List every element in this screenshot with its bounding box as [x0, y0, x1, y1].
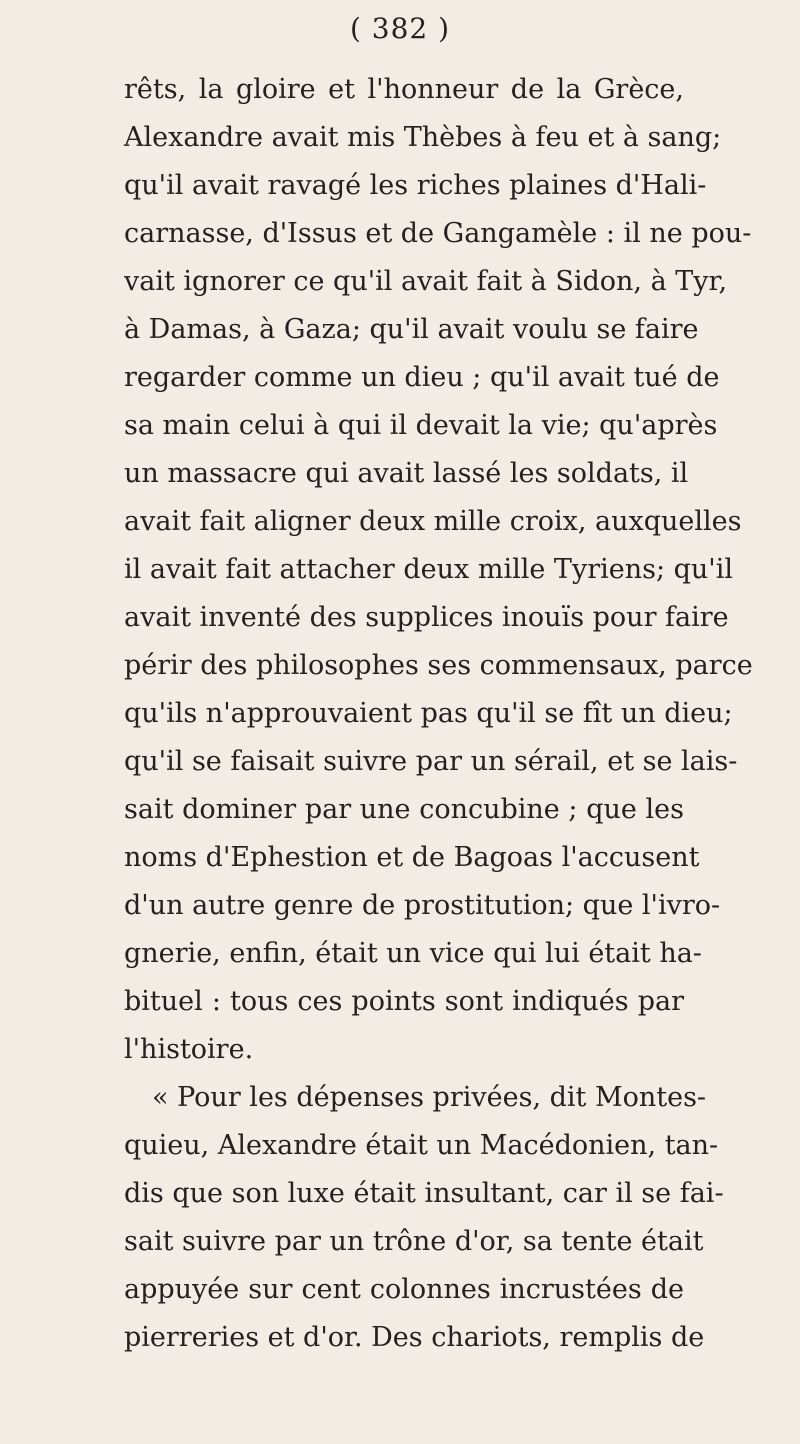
text-line: il avait fait attacher deux mille Tyriens; qu'il [124, 554, 734, 585]
text-line: regarder comme un dieu ; qu'il avait tué de [124, 362, 720, 393]
text-line: à Damas, à Gaza; qu'il avait voulu se faire [124, 314, 699, 345]
paragraph-start-line: « Pour les dépenses privées, dit Montes- [152, 1082, 707, 1113]
text-line: noms d'Ephestion et de Bagoas l'accusent [124, 842, 700, 873]
page-number: ( 382 ) [349, 12, 451, 45]
text-line: qu'il se faisait suivre par un sérail, et se lais- [124, 746, 738, 777]
text-line: qu'il avait ravagé les riches plaines d'Hali- [124, 170, 707, 201]
body-text [124, 66, 753, 1362]
paragraph-end-line: l'histoire. [124, 1034, 254, 1065]
text-line: périr des philosophes ses commensaux, parce [124, 650, 753, 681]
text-line: d'un autre genre de prostitution; que l'ivro- [124, 890, 721, 921]
text-line: un massacre qui avait lassé les soldats, il [124, 458, 689, 489]
text-line: qu'ils n'approuvaient pas qu'il se fît un dieu; [124, 698, 733, 729]
text-line: vait ignorer ce qu'il avait fait à Sidon, à Tyr, [124, 266, 728, 297]
text-line: quieu, Alexandre était un Macédonien, tan- [124, 1130, 719, 1161]
text-line: sa main celui à qui il devait la vie; qu'après [124, 410, 718, 441]
text-line: appuyée sur cent colonnes incrustées de [124, 1274, 684, 1305]
text-line: avait fait aligner deux mille croix, auxquelles [124, 506, 742, 537]
text-line: bituel : tous ces points sont indiqués par [124, 986, 684, 1017]
text-line: sait suivre par un trône d'or, sa tente était [124, 1226, 704, 1257]
text-line: avait inventé des supplices inouïs pour faire [124, 602, 729, 633]
text-line: Alexandre avait mis Thèbes à feu et à sang; [124, 122, 722, 153]
text-line: sait dominer par une concubine ; que les [124, 794, 684, 825]
text-line: gnerie, enfin, était un vice qui lui était ha- [124, 938, 702, 969]
text-line: dis que son luxe était insultant, car il se fai- [124, 1178, 724, 1209]
text-line: carnasse, d'Issus et de Gangamèle : il ne pou- [124, 218, 752, 249]
text-line: rêts, la gloire et l'honneur de la Grèce, [124, 74, 684, 105]
text-line: pierreries et d'or. Des chariots, remplis de [124, 1322, 705, 1353]
